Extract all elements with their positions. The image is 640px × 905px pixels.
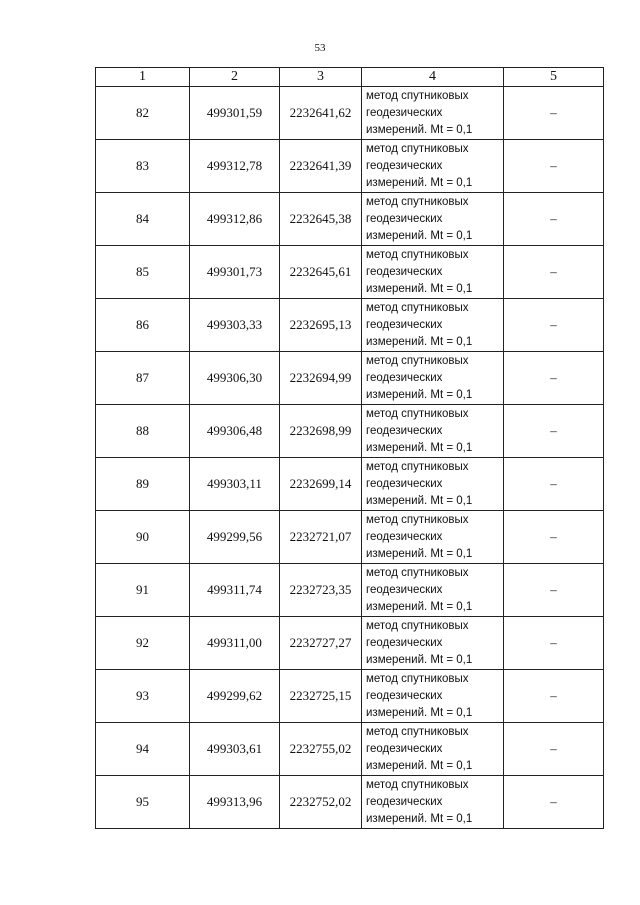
table-row	[96, 246, 604, 299]
note-cell: –	[504, 246, 604, 299]
method-line-2: геодезических	[366, 636, 443, 649]
method-line-3: измерений. Mt = 0,1	[366, 600, 473, 613]
table-row	[96, 723, 604, 776]
method-line-2: геодезических	[366, 106, 443, 119]
coordinates-table	[95, 67, 604, 829]
method-line-3: измерений. Mt = 0,1	[366, 706, 473, 719]
method-line-3: измерений. Mt = 0,1	[366, 547, 473, 560]
method-description	[362, 617, 504, 670]
method-line-2: геодезических	[366, 689, 443, 702]
method-description	[362, 564, 504, 617]
point-number: 88	[96, 405, 190, 458]
point-number: 90	[96, 511, 190, 564]
column-header-1: 1	[96, 68, 190, 87]
point-number: 85	[96, 246, 190, 299]
note-cell: –	[504, 723, 604, 776]
method-line-3: измерений. Mt = 0,1	[366, 441, 473, 454]
coordinate-y: 2232641,39	[280, 140, 362, 193]
note-cell: –	[504, 140, 604, 193]
column-header-2: 2	[190, 68, 280, 87]
coordinate-y: 2232727,27	[280, 617, 362, 670]
coordinate-y: 2232645,38	[280, 193, 362, 246]
coordinate-y: 2232698,99	[280, 405, 362, 458]
method-description	[362, 352, 504, 405]
coordinate-y: 2232694,99	[280, 352, 362, 405]
point-number: 91	[96, 564, 190, 617]
table-row	[96, 458, 604, 511]
method-line-2: геодезических	[366, 318, 443, 331]
coordinate-y: 2232752,02	[280, 776, 362, 829]
point-number: 86	[96, 299, 190, 352]
method-line-1: метод спутниковых	[366, 407, 469, 420]
method-line-1: метод спутниковых	[366, 354, 469, 367]
table-row	[96, 776, 604, 829]
method-description	[362, 193, 504, 246]
method-description	[362, 246, 504, 299]
method-line-2: геодезических	[366, 742, 443, 755]
coordinate-y: 2232725,15	[280, 670, 362, 723]
table-row	[96, 140, 604, 193]
method-line-2: геодезических	[366, 795, 443, 808]
table-row	[96, 670, 604, 723]
method-line-1: метод спутниковых	[366, 672, 469, 685]
method-line-3: измерений. Mt = 0,1	[366, 388, 473, 401]
point-number: 89	[96, 458, 190, 511]
method-description	[362, 458, 504, 511]
point-number: 82	[96, 87, 190, 140]
coordinate-y: 2232723,35	[280, 564, 362, 617]
coordinate-y: 2232641,62	[280, 87, 362, 140]
method-line-1: метод спутниковых	[366, 248, 469, 261]
method-description	[362, 140, 504, 193]
method-line-2: геодезических	[366, 424, 443, 437]
coordinate-x: 499303,11	[190, 458, 280, 511]
coordinate-x: 499299,62	[190, 670, 280, 723]
method-line-3: измерений. Mt = 0,1	[366, 123, 473, 136]
table-header-row	[96, 68, 604, 87]
note-cell: –	[504, 405, 604, 458]
coordinate-y: 2232695,13	[280, 299, 362, 352]
coordinate-x: 499303,33	[190, 299, 280, 352]
method-line-1: метод спутниковых	[366, 301, 469, 314]
note-cell: –	[504, 87, 604, 140]
coordinate-y: 2232755,02	[280, 723, 362, 776]
method-description	[362, 511, 504, 564]
method-line-1: метод спутниковых	[366, 460, 469, 473]
method-line-3: измерений. Mt = 0,1	[366, 335, 473, 348]
coordinate-x: 499312,78	[190, 140, 280, 193]
coordinate-x: 499303,61	[190, 723, 280, 776]
page-number: 53	[314, 42, 326, 54]
note-cell: –	[504, 299, 604, 352]
point-number: 95	[96, 776, 190, 829]
coordinate-x: 499312,86	[190, 193, 280, 246]
note-cell: –	[504, 352, 604, 405]
point-number: 83	[96, 140, 190, 193]
method-line-2: геодезических	[366, 212, 443, 225]
method-line-2: геодезических	[366, 530, 443, 543]
method-description	[362, 776, 504, 829]
column-header-5: 5	[504, 68, 604, 87]
method-line-3: измерений. Mt = 0,1	[366, 812, 473, 825]
method-line-1: метод спутниковых	[366, 619, 469, 632]
coordinate-x: 499299,56	[190, 511, 280, 564]
table-row	[96, 87, 604, 140]
note-cell: –	[504, 511, 604, 564]
note-cell: –	[504, 670, 604, 723]
method-line-1: метод спутниковых	[366, 778, 469, 791]
coordinate-x: 499311,74	[190, 564, 280, 617]
method-line-3: измерений. Mt = 0,1	[366, 229, 473, 242]
point-number: 94	[96, 723, 190, 776]
coordinate-x: 499301,73	[190, 246, 280, 299]
method-description	[362, 670, 504, 723]
method-line-1: метод спутниковых	[366, 513, 469, 526]
coordinate-y: 2232721,07	[280, 511, 362, 564]
coordinate-y: 2232699,14	[280, 458, 362, 511]
method-line-3: измерений. Mt = 0,1	[366, 494, 473, 507]
note-cell: –	[504, 617, 604, 670]
method-line-1: метод спутниковых	[366, 89, 469, 102]
note-cell: –	[504, 458, 604, 511]
method-line-3: измерений. Mt = 0,1	[366, 176, 473, 189]
table-row	[96, 564, 604, 617]
table-row	[96, 405, 604, 458]
method-description	[362, 87, 504, 140]
note-cell: –	[504, 776, 604, 829]
method-line-1: метод спутниковых	[366, 725, 469, 738]
column-header-4: 4	[362, 68, 504, 87]
column-header-3: 3	[280, 68, 362, 87]
method-line-2: геодезических	[366, 159, 443, 172]
method-line-2: геодезических	[366, 371, 443, 384]
coordinate-y: 2232645,61	[280, 246, 362, 299]
note-cell: –	[504, 564, 604, 617]
method-description	[362, 405, 504, 458]
table-body	[96, 87, 604, 829]
note-cell: –	[504, 193, 604, 246]
coordinate-x: 499306,30	[190, 352, 280, 405]
method-description	[362, 299, 504, 352]
method-line-1: метод спутниковых	[366, 566, 469, 579]
point-number: 87	[96, 352, 190, 405]
coordinate-x: 499301,59	[190, 87, 280, 140]
method-line-2: геодезических	[366, 583, 443, 596]
table-row	[96, 617, 604, 670]
point-number: 92	[96, 617, 190, 670]
table-row	[96, 511, 604, 564]
coordinate-x: 499306,48	[190, 405, 280, 458]
coordinate-x: 499311,00	[190, 617, 280, 670]
method-line-3: измерений. Mt = 0,1	[366, 759, 473, 772]
point-number: 84	[96, 193, 190, 246]
method-line-2: геодезических	[366, 265, 443, 278]
table-row	[96, 193, 604, 246]
method-line-1: метод спутниковых	[366, 195, 469, 208]
coordinate-x: 499313,96	[190, 776, 280, 829]
method-line-2: геодезических	[366, 477, 443, 490]
point-number: 93	[96, 670, 190, 723]
method-description	[362, 723, 504, 776]
table-row	[96, 299, 604, 352]
method-line-3: измерений. Mt = 0,1	[366, 282, 473, 295]
method-line-3: измерений. Mt = 0,1	[366, 653, 473, 666]
table-row	[96, 352, 604, 405]
method-line-1: метод спутниковых	[366, 142, 469, 155]
